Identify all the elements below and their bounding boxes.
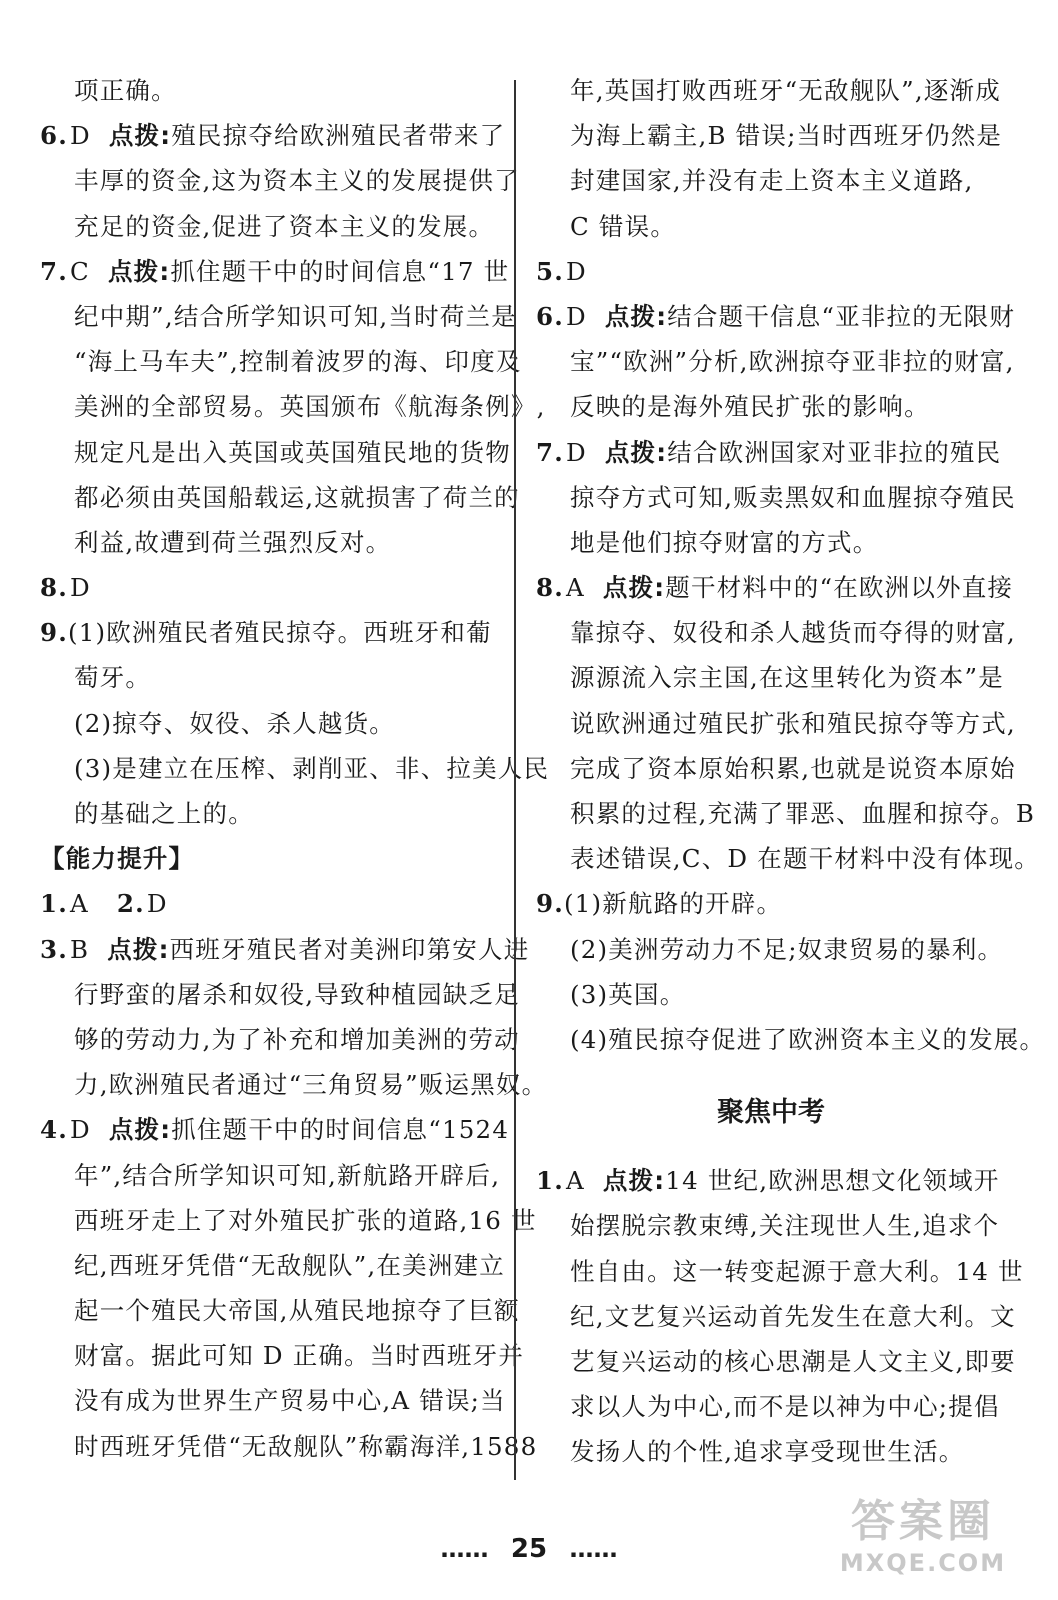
question-number: 3. (40, 934, 68, 964)
body-text: (4)殖民掠夺促进了欧洲资本主义的发展。 (570, 1024, 1046, 1054)
body-text: 源源流入宗主国,在这里转化为资本”是 (570, 663, 1004, 693)
text-line (536, 1294, 1016, 1339)
body-text: 够的劳动力,为了补充和增加美洲的劳动 (74, 1024, 520, 1054)
hint-label: 点拨: (604, 437, 668, 467)
body-text: 行野蛮的屠杀和奴役,导致种植园缺乏足 (74, 979, 520, 1009)
answer-choice: A (565, 573, 585, 603)
body-text: 说欧洲通过殖民扩张和殖民掠夺等方式, (570, 708, 1016, 738)
body-text: (2)美洲劳动力不足;奴隶贸易的暴利。 (570, 934, 1004, 964)
text-line (536, 1429, 1006, 1474)
text-line (40, 520, 500, 565)
body-text: 纪,文艺复兴运动首先发生在意大利。文 (570, 1301, 1016, 1331)
answer-choice: D (69, 1115, 91, 1145)
body-text: (3)是建立在压榨、剥削亚、非、拉美人民 (74, 753, 550, 783)
body-text: 靠掠夺、奴役和杀人越货而夺得的财富, (570, 618, 1016, 648)
body-text: 力,欧洲殖民者通过“三角贸易”贩运黑奴。 (74, 1070, 548, 1100)
text-line (40, 204, 500, 249)
text-line (536, 655, 1006, 700)
body-text: 表述错误,C、D 在题干材料中没有体现。 (570, 844, 1040, 874)
text-line (40, 610, 500, 655)
body-text: 完成了资本原始积累,也就是说资本原始 (570, 753, 1016, 783)
question-number: 6. (536, 301, 564, 331)
page-number: 25 (510, 1534, 548, 1564)
body-text: 14 世纪,欧洲思想文化领域开 (665, 1166, 1000, 1196)
text-line (536, 1339, 1016, 1384)
text-line (536, 881, 1006, 926)
text-line (536, 204, 1006, 249)
text-line (40, 1288, 520, 1333)
text-line (536, 384, 1006, 429)
body-text: 都必须由英国船载运,这就损害了荷兰的 (74, 482, 520, 512)
text-line (536, 68, 1006, 113)
text-line (40, 701, 500, 746)
body-text: 西班牙殖民者对美洲印第安人进 (169, 934, 530, 964)
question-number: 1. (40, 889, 68, 919)
body-text: 利益,故遭到荷兰强烈反对。 (74, 527, 392, 557)
text-line (40, 1243, 505, 1288)
body-text: 年”,结合所学知识可知,新航路开辟后, (74, 1160, 501, 1190)
text-line (40, 881, 500, 926)
text-line (536, 927, 1006, 972)
text-line (40, 655, 500, 700)
text-line (40, 1017, 520, 1062)
text-line (40, 68, 500, 113)
text-line (40, 565, 500, 610)
body-text: 为海上霸主,B 错误;当时西班牙仍然是 (570, 121, 1003, 151)
body-text: 项正确。 (74, 76, 177, 105)
watermark-bottom-text: MXQE.COM (839, 1549, 1007, 1577)
text-line (536, 430, 1006, 475)
answer-choice: D (565, 437, 587, 467)
question-number: 4. (40, 1115, 68, 1145)
text-line (40, 475, 520, 520)
body-text: 积累的过程,充满了罪恶、血腥和掠夺。B (570, 799, 1036, 828)
body-text: 掠夺方式可知,贩卖黑奴和血腥掠夺殖民 (570, 482, 1016, 512)
text-line (536, 1384, 1006, 1429)
text-line (536, 610, 1016, 655)
answer-choice: C (69, 256, 90, 286)
text-line (536, 972, 1006, 1017)
body-text: 纪中期”,结合所学知识可知,当时荷兰是 (74, 301, 517, 331)
body-text: (3)英国。 (570, 979, 686, 1009)
body-text: 宝”“欧洲”分析,欧洲掠夺亚非拉的财富, (570, 347, 1015, 377)
body-text: 纪,西班牙凭借“无敌舰队”,在美洲建立 (74, 1250, 505, 1280)
question-number: 8. (40, 573, 68, 603)
answer-choice: D (69, 573, 91, 603)
answer-choice: A (69, 889, 89, 919)
left-column (40, 68, 550, 1469)
answer-choice: D (565, 301, 587, 331)
text-line (40, 1153, 500, 1198)
text-line (40, 972, 520, 1017)
question-number: 9. (40, 618, 68, 648)
answer-choice: D (565, 256, 587, 286)
question-number: 2. (116, 889, 145, 919)
question-number: 6. (40, 121, 68, 151)
body-text: 求以人为中心,而不是以神为中心;提倡 (570, 1392, 1000, 1422)
right-column (536, 68, 1046, 1474)
body-text: 年,英国打败西班牙“无敌舰队”,逐渐成 (570, 76, 1001, 105)
body-text: (1)新航路的开辟。 (563, 889, 783, 919)
text-line (536, 1158, 1006, 1203)
answer-choice: D (146, 889, 168, 919)
text-line (40, 113, 506, 158)
text-line (40, 1378, 506, 1423)
body-text: 艺复兴运动的核心思潮是人文主义,即要 (570, 1346, 1016, 1376)
body-text: 抓住题干中的时间信息“17 世 (170, 256, 510, 286)
hint-label: 点拨: (602, 573, 666, 603)
body-text: 抓住题干中的时间信息“1524 (171, 1115, 510, 1145)
text-line (40, 836, 500, 881)
text-line (40, 294, 517, 339)
question-number: 5. (536, 256, 564, 286)
body-text: 地是他们掠夺财富的方式。 (570, 527, 879, 557)
body-text: 充足的资金,促进了资本主义的发展。 (74, 211, 495, 241)
body-text: (1)欧洲殖民者殖民掠夺。西班牙和葡 (67, 618, 492, 648)
section-title: 聚焦中考 (717, 1097, 825, 1129)
text-line (40, 249, 510, 294)
body-text: 萄牙。 (74, 663, 152, 693)
body-text: 起一个殖民大帝国,从殖民地掠夺了巨额 (74, 1296, 520, 1326)
body-text: 殖民掠夺给欧洲殖民者带来了 (171, 121, 506, 151)
text-line (536, 520, 1006, 565)
text-line (536, 113, 1006, 158)
body-text: 丰厚的资金,这为资本主义的发展提供了 (74, 166, 520, 196)
text-line (536, 836, 1040, 881)
text-line (40, 1062, 548, 1107)
hint-label: 点拨: (108, 1115, 172, 1145)
body-text: 规定凡是出入英国或英国殖民地的货物 (74, 437, 511, 467)
text-line (40, 791, 500, 836)
column-divider (514, 80, 516, 1480)
section-heading: 【能力提升】 (40, 844, 195, 874)
hint-label: 点拨: (604, 301, 668, 331)
watermark-logo (818, 1496, 1028, 1586)
question-number: 9. (536, 889, 564, 919)
body-text: 时西班牙凭借“无敌舰队”称霸海洋,1588 (74, 1431, 538, 1461)
footer-dots-right: …… (569, 1535, 618, 1563)
body-text: 始摆脱宗教束缚,关注现世人生,追求个 (570, 1211, 1000, 1241)
body-text: 封建国家,并没有走上资本主义道路, (570, 166, 974, 196)
text-line (40, 158, 520, 203)
text-line (40, 746, 550, 791)
hint-label: 点拨: (108, 121, 172, 151)
text-line (536, 1017, 1046, 1062)
body-text: 结合题干信息“亚非拉的无限财 (667, 301, 1016, 331)
body-text: 美洲的全部贸易。英国颁布《航海条例》, (74, 392, 546, 422)
body-text: 西班牙走上了对外殖民扩张的道路,16 世 (74, 1205, 537, 1235)
text-line (40, 430, 511, 475)
body-text: 发扬人的个性,追求享受现世生活。 (570, 1437, 965, 1467)
body-text: 没有成为世界生产贸易中心,A 错误;当 (74, 1386, 506, 1416)
footer-dots-left: …… (440, 1535, 489, 1563)
text-line (536, 158, 1006, 203)
answer-choice: A (565, 1166, 585, 1196)
text-line (536, 746, 1016, 791)
hint-label: 点拨: (107, 934, 170, 964)
text-line (40, 927, 530, 972)
text-line (40, 1198, 537, 1243)
answer-choice: B (69, 934, 90, 964)
text-line (536, 565, 1014, 610)
hint-label: 点拨: (107, 256, 171, 286)
text-line (536, 339, 1015, 384)
text-line (536, 475, 1016, 520)
body-text: 的基础之上的。 (74, 799, 254, 828)
text-line (40, 1333, 525, 1378)
text-line (40, 384, 546, 429)
body-text: “海上马车夫”,控制着波罗的海、印度及 (74, 347, 522, 377)
body-text: 性自由。这一转变起源于意大利。14 世 (570, 1256, 1024, 1286)
question-number: 7. (536, 437, 564, 467)
text-line (40, 1107, 510, 1152)
question-number: 7. (40, 256, 68, 286)
body-text: 财富。据此可知 D 正确。当时西班牙并 (74, 1341, 525, 1371)
text-line (536, 294, 1016, 339)
watermark-top-text: 答案圈 (851, 1496, 995, 1547)
hint-label: 点拨: (602, 1166, 666, 1196)
text-line (536, 701, 1016, 746)
body-text: 题干材料中的“在欧洲以外直接 (665, 573, 1014, 603)
text-line (536, 1249, 1024, 1294)
text-line (536, 249, 1006, 294)
text-line (536, 791, 1036, 836)
body-text: (2)掠夺、奴役、杀人越货。 (74, 708, 396, 738)
text-line (536, 1203, 1006, 1248)
body-text: 结合欧洲国家对亚非拉的殖民 (667, 437, 1002, 467)
question-number: 8. (536, 573, 564, 603)
answer-choice: D (69, 121, 91, 151)
text-line (40, 339, 522, 384)
body-text: C 错误。 (570, 211, 677, 241)
text-line (40, 1424, 538, 1469)
body-text: 反映的是海外殖民扩张的影响。 (570, 392, 930, 422)
question-number: 1. (536, 1166, 564, 1196)
